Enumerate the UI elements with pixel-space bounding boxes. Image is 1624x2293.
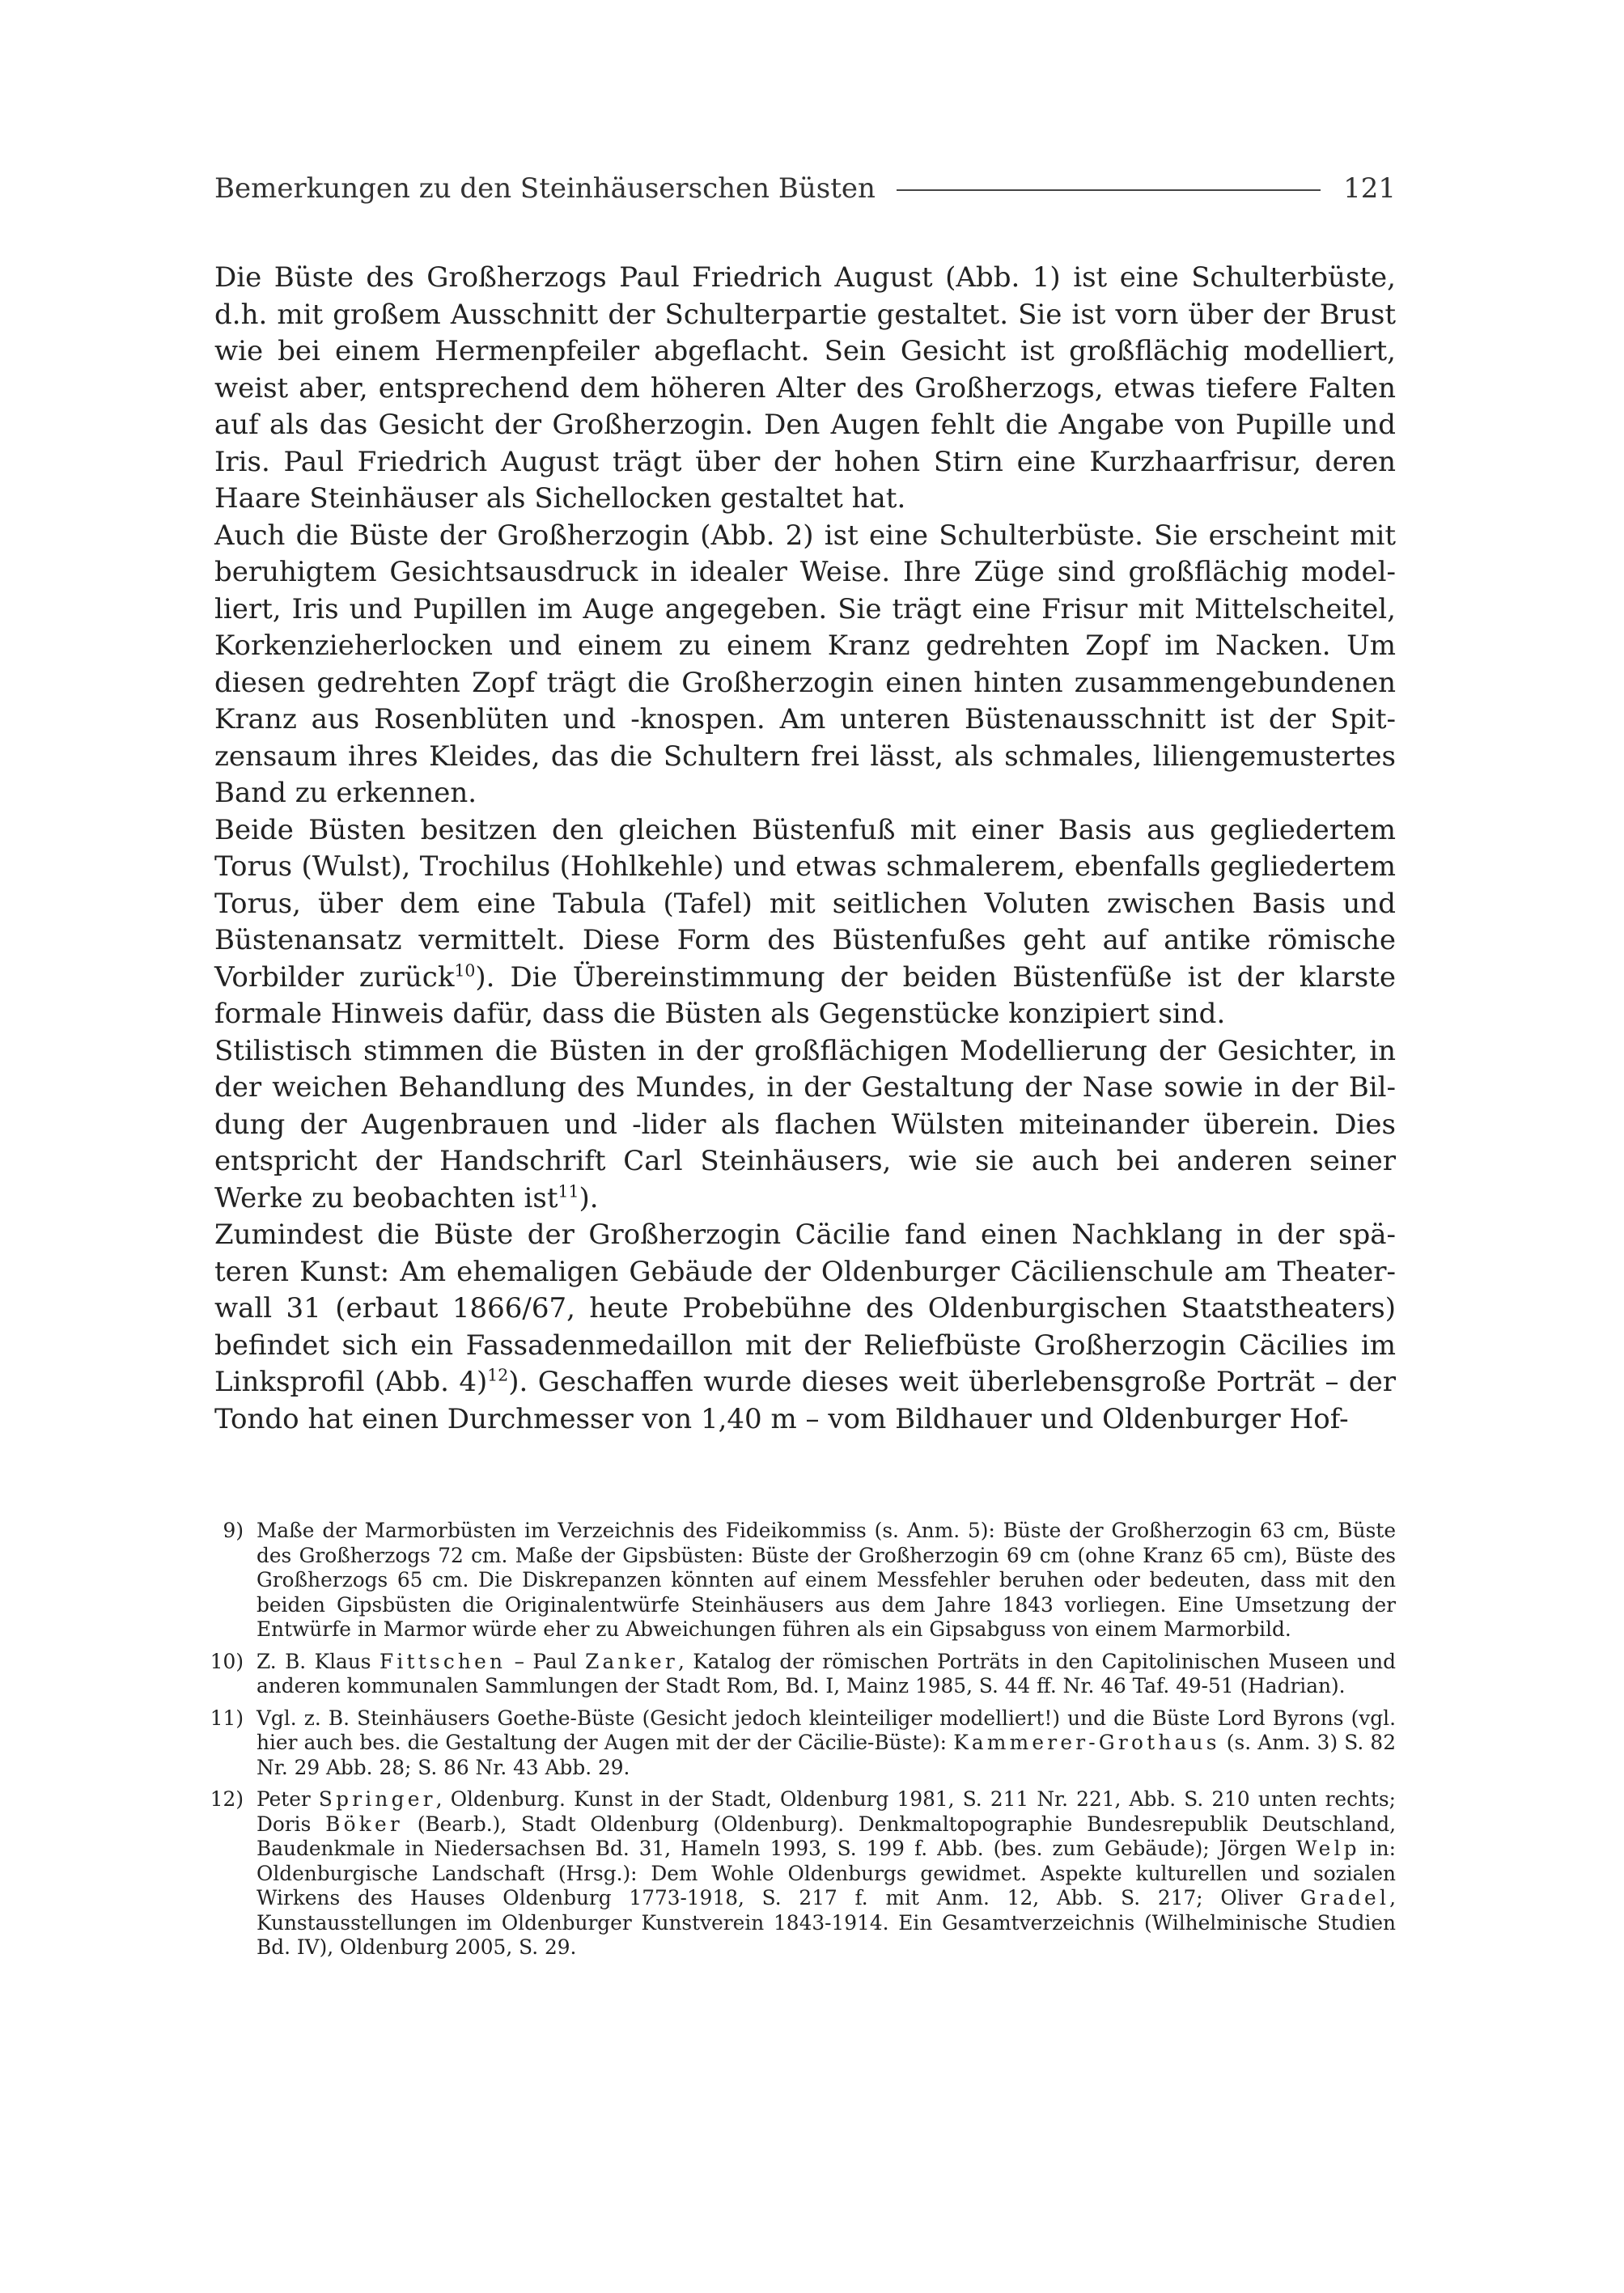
text-run: Peter: [257, 1787, 319, 1811]
document-page: [210, 166, 1397, 1968]
paragraph: [214, 1033, 1396, 1218]
author-name: Gradel: [1300, 1886, 1390, 1909]
page-number: 121: [1343, 172, 1396, 205]
running-head-title: Bemerkungen zu den Steinhäuserschen Büsten: [214, 172, 876, 205]
author-name: Springer: [318, 1787, 436, 1811]
text-run: Die Büste des Großherzogs Paul Friedrich August (Abb. 1) ist eine Schulterbüste, d.h. mit großem Ausschnitt der Schulterpartie gestaltet. Sie ist vorn über der Brust wie bei einem Hermenpfeiler abgeflacht. Sein Gesicht ist großflächig modelliert, weist aber, entsprechend dem höheren Alter des Großherzogs, etwas tiefere Falten auf als das Gesicht der Großherzogin. Den Augen fehlt die Angabe von Pupille und Iris. Paul Friedrich August trägt über der hohen Stirn eine Kurzhaarfrisur, deren Haare Steinhäuser als Sichellocken gestaltet hat.: [214, 261, 1396, 515]
footnote-number: 12): [210, 1787, 244, 1811]
text-run: ).: [579, 1181, 599, 1214]
footnote-reference: 11: [558, 1181, 579, 1202]
text-run: Zumindest die Büste der Großherzogin Cäcilie fand einen Nachklang in der späteren Kunst: Am ehemaligen Gebäude der Oldenburger Cäcilienschule am Theaterwall 31 (erbaut 1866/67, heute Probebühne des Oldenburgischen Staatstheaters) befindet sich ein Fassadenmedaillon mit der Reliefbüste Großherzogin Cäcilies im Linksprofil (Abb. 4): [214, 1219, 1396, 1398]
paragraph: [214, 812, 1396, 1033]
text-run: , Oldenburg. Kunst in der Stadt, Oldenburg 1981, S. 211 Nr. 221, Abb. S. 210 unten rechts; Doris: [257, 1787, 1396, 1836]
text-run: in: Oldenburgische Landschaft (Hrsg.): Dem Wohle Oldenburgs gewidmet. Aspekte kulturellen und sozialen Wirkens des Hauses Oldenburg 1773-1918, S. 217 f. mit Anm. 12, Abb. S. 217; Oliver: [257, 1837, 1397, 1909]
text-run: , Katalog der römischen Porträts in den Capitolinischen Museen und anderen kommunalen Sammlungen der Stadt Rom, Bd. I, Mainz 1985, S. 44 ff. Nr. 46 Taf. 49-51 (Hadrian).: [257, 1649, 1396, 1697]
text-run: ). Die Übereinstimmung der beiden Büstenfüße ist der klarste formale Hinweis dafür, dass die Büsten als Gegenstücke konzipiert sind.: [214, 960, 1396, 1030]
text-run: Beide Büsten besitzen den gleichen Büstenfuß mit einer Basis aus gegliedertem Torus (Wulst), Trochilus (Hohlkehle) und etwas schmalerem, ebenfalls gegliedertem Torus, über dem eine Tabula (Tafel) mit seitlichen Voluten zwischen Basis und Büstenansatz vermittelt. Diese Form des Büstenfußes geht auf antike römische Vorbilder zurück: [214, 813, 1396, 994]
paragraph: [214, 518, 1396, 812]
text-run: Auch die Büste der Großherzogin (Abb. 2) ist eine Schulterbüste. Sie erscheint mit beruhigtem Gesichtsausdruck in idealer Weise. Ihre Züge sind großflächig modelliert, Iris und Pupillen im Auge angegeben. Sie trägt eine Frisur mit Mittelscheitel, Korkenzieherlocken und einem zu einem Kranz gedrehten Zopf im Nacken. Um diesen gedrehten Zopf trägt die Großherzogin einen hinten zusammengebundenen Kranz aus Rosenblüten und -knospen. Am unteren Büstenausschnitt ist der Spitzensaum ihres Kleides, das die Schultern frei lässt, als schmales, liliengemustertes Band zu erkennen.: [214, 519, 1396, 809]
footnote-text: [257, 1650, 1396, 1699]
text-run: ). Geschaffen wurde dieses weit überlebensgroße Porträt – der Tondo hat einen Durchmesser von 1,40 m – vom Bildhauer und Oldenburger Hof-: [214, 1366, 1396, 1435]
text-run: (s. Anm. 3) S. 82 Nr. 29 Abb. 28; S. 86 Nr. 43 Abb. 29.: [257, 1731, 1396, 1779]
author-name: Böker: [325, 1812, 403, 1836]
text-run: Vgl. z. B. Steinhäusers Goethe-Büste (Gesicht jedoch kleinteiliger modelliert!) und die Büste Lord Byrons (vgl. hier auch bes. die Gestaltung der Augen mit der der Cäcilie-Büste):: [257, 1706, 1396, 1754]
footnote: [210, 1787, 1397, 1960]
text-run: , Kunstausstellungen im Oldenburger Kunstverein 1843-1914. Ein Gesamtverzeichnis (Wilhelminische Studien Bd. IV), Oldenburg 2005, S. 29.: [257, 1886, 1396, 1959]
author-name: Welp: [1295, 1837, 1360, 1860]
text-run: Stilistisch stimmen die Büsten in der großflächigen Modellierung der Gesichter, in der weichen Behandlung des Mundes, in der Gestaltung der Nase sowie in der Bildung der Augenbrauen und -lider als flachen Wülsten miteinander überein. Dies entspricht der Handschrift Carl Steinhäusers, wie sie auch bei anderen seiner Werke zu beobachten ist: [214, 1034, 1396, 1214]
author-name: Fittschen: [379, 1649, 507, 1673]
body-text: [214, 260, 1396, 1438]
running-head-rule: [897, 189, 1321, 191]
footnotes: [210, 1519, 1397, 1960]
footnote: [210, 1706, 1396, 1781]
footnote-text: [257, 1519, 1396, 1642]
paragraph: [214, 1217, 1396, 1438]
text-run: Maße der Marmorbüsten im Verzeichnis des Fideikommiss (s. Anm. 5): Büste der Großherzogin 63 cm, Büste des Großherzogs 72 cm. Maße der Gipsbüsten: Büste der Großherzogin 69 cm (ohne Kranz 65 cm), Büste des Großherzogs 65 cm. Die Diskrepanzen könnten auf einem Messfehler beruhen oder bedeuten, dass mit den beiden Gipsbüsten die Originalentwürfe Steinhäusers aus dem Jahre 1843 vorliegen. Eine Umsetzung der Entwürfe in Marmor würde eher zu Abweichungen führen als ein Gipsabguss von einem Marmorbild.: [257, 1519, 1396, 1641]
text-run: (Bearb.), Stadt Oldenburg (Oldenburg). Denkmaltopographie Bundesrepublik Deutschland, Baudenkmale in Niedersachsen Bd. 31, Hameln 1993, S. 199 f. Abb. (bes. zum Gebäude); Jörgen: [257, 1812, 1397, 1860]
footnote-reference: 10: [454, 960, 476, 981]
author-name: Zanker: [585, 1649, 678, 1673]
text-run: – Paul: [506, 1649, 586, 1673]
footnote-number: 9): [223, 1519, 244, 1542]
paragraph: [214, 260, 1396, 518]
footnote: [210, 1649, 1396, 1699]
footnote: [214, 1519, 1396, 1642]
running-head: [214, 166, 1396, 211]
author-name: Kammerer-Grothaus: [953, 1731, 1220, 1754]
footnote-number: 10): [210, 1649, 244, 1673]
footnote-reference: 12: [487, 1365, 509, 1385]
text-run: Z. B. Klaus: [257, 1649, 379, 1673]
footnote-text: [257, 1706, 1396, 1781]
footnote-number: 11): [210, 1706, 244, 1730]
footnote-text: [257, 1787, 1396, 1960]
